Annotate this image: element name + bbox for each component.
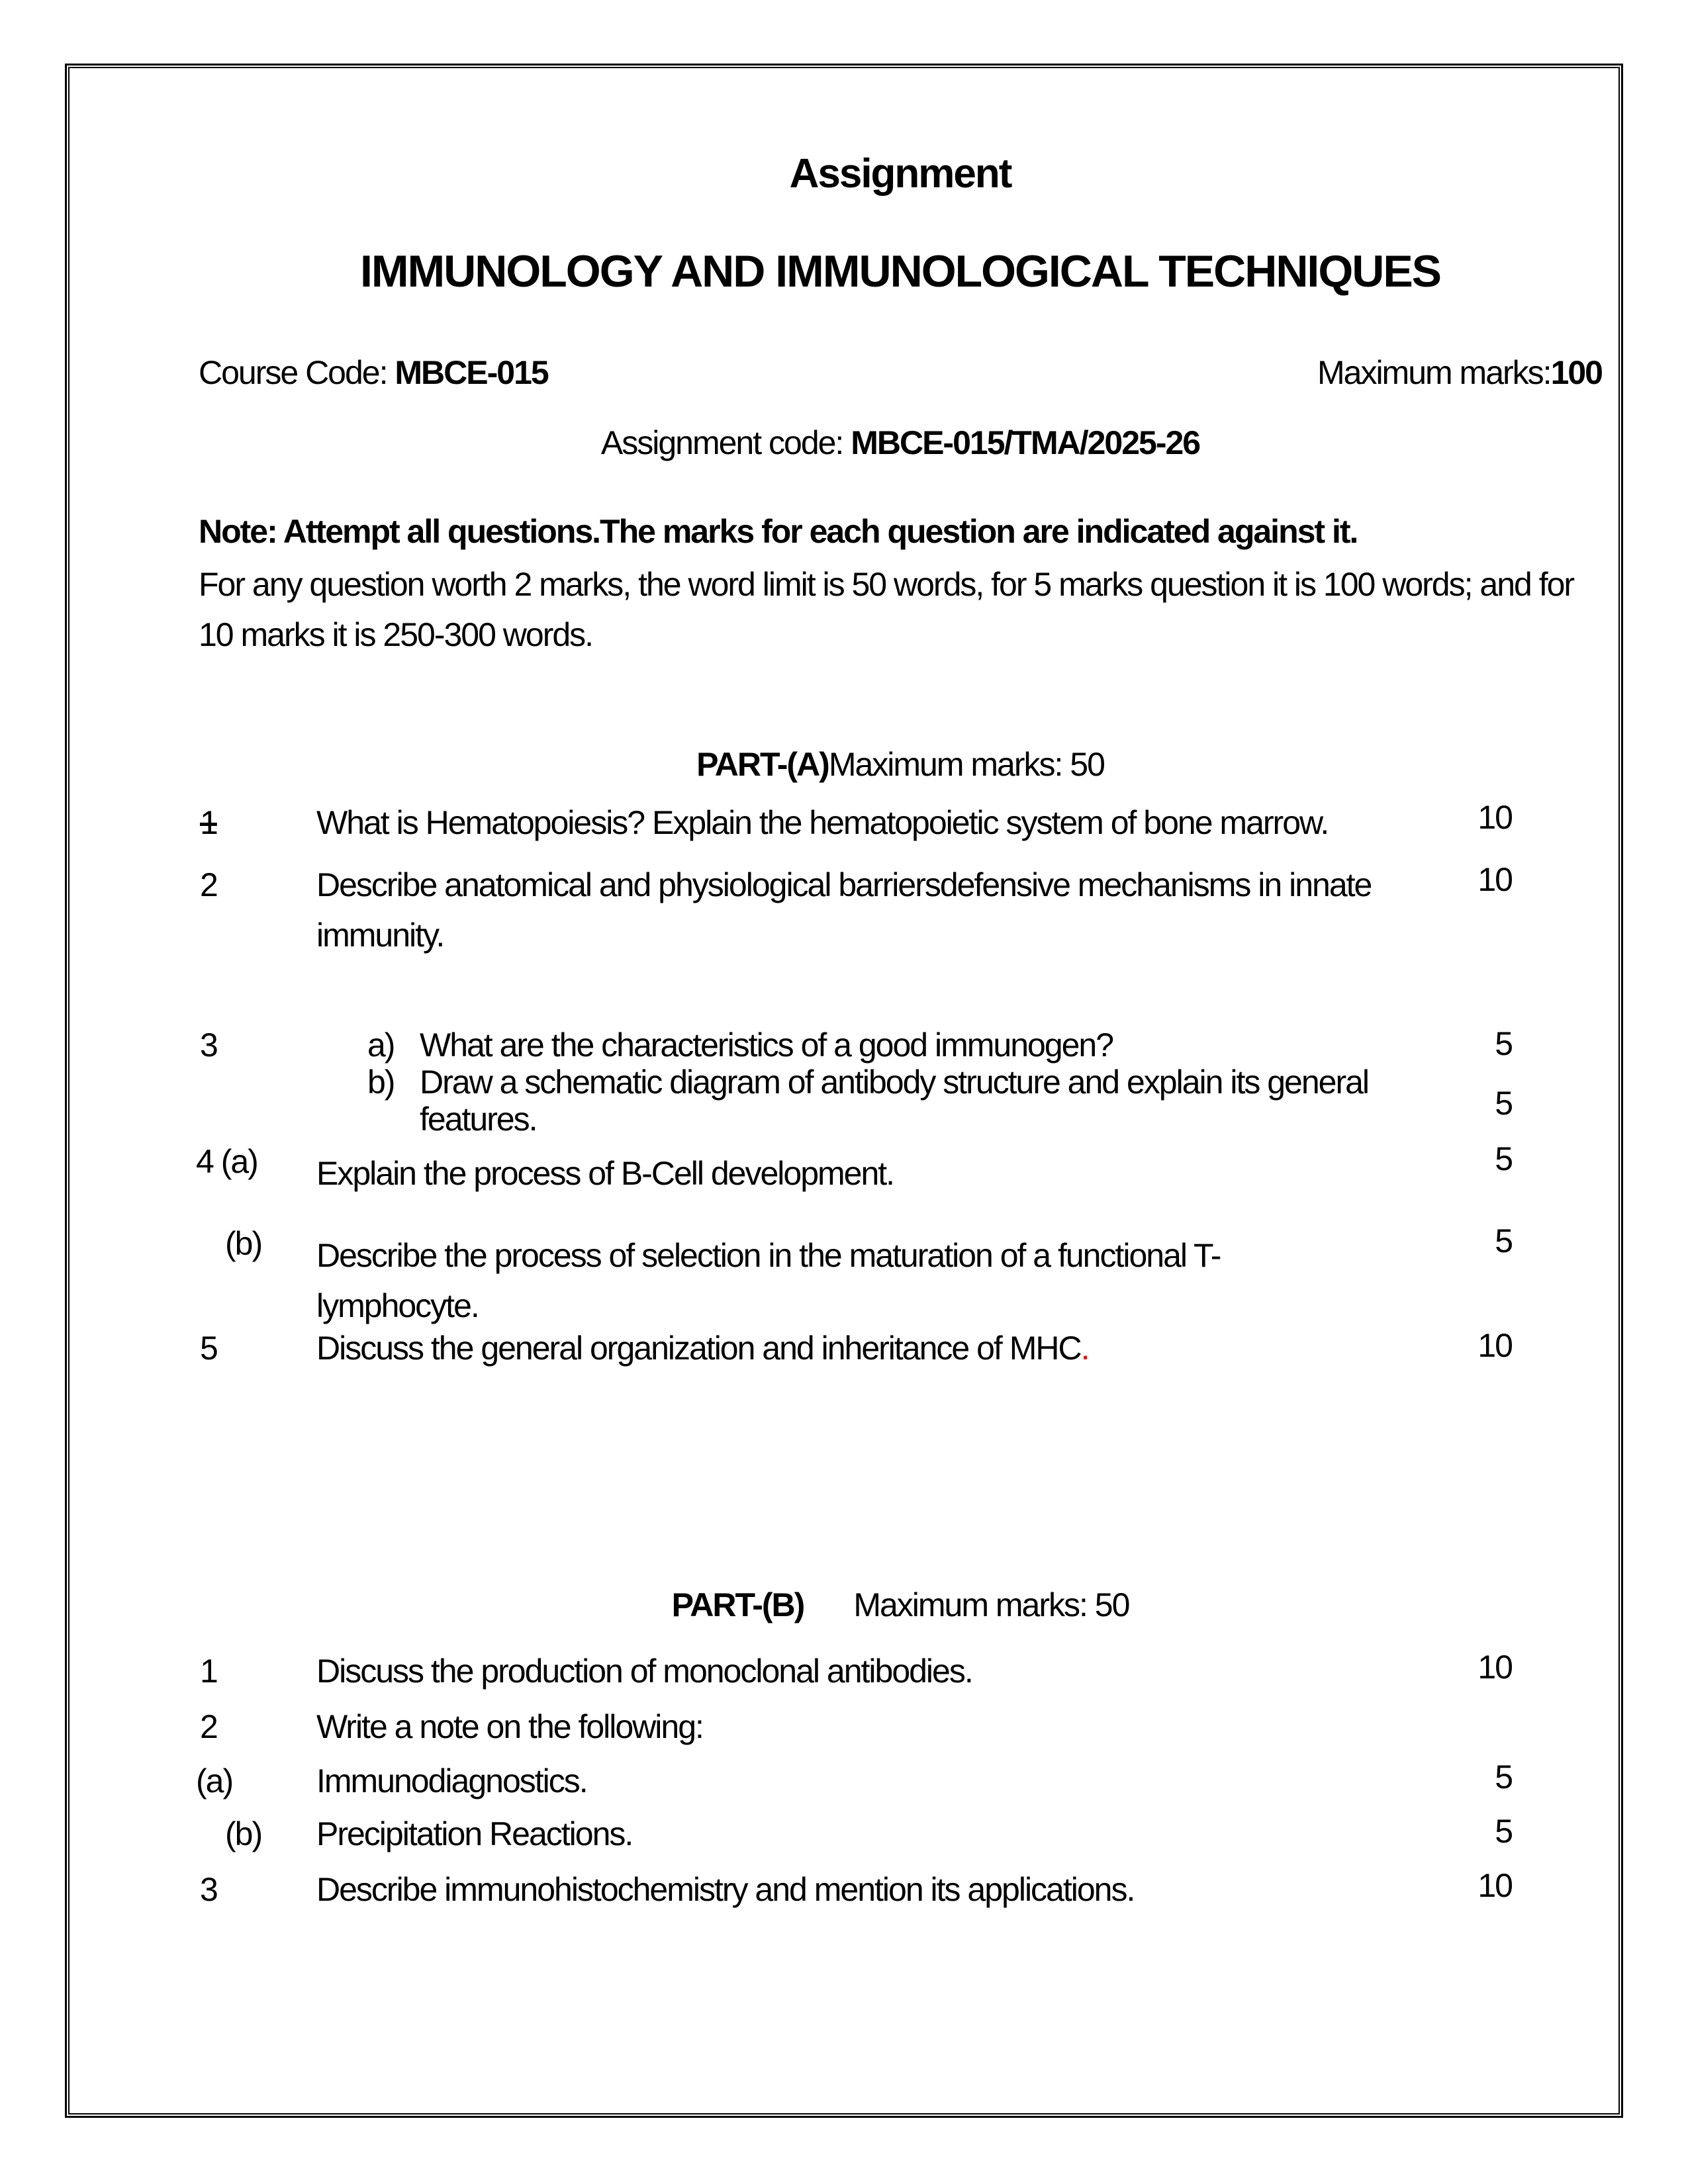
question-marks: 5 bbox=[1495, 1140, 1512, 1177]
question-marks: 5 bbox=[1495, 1222, 1512, 1259]
question-number: (a) bbox=[196, 1762, 233, 1799]
question-text: Write a note on the following: bbox=[316, 1708, 703, 1745]
note-detail-line2: 10 marks it is 250-300 words. bbox=[199, 616, 593, 653]
assignment-code-value: MBCE-015/TMA/2025-26 bbox=[851, 424, 1200, 461]
question-text: Discuss the production of monoclonal antibodies. bbox=[316, 1653, 972, 1690]
question-text: Describe immunohistochemistry and mention its applications. bbox=[316, 1871, 1135, 1908]
question-number: 1 bbox=[200, 1653, 217, 1690]
question-marks: 10 bbox=[1477, 861, 1512, 898]
course-title: IMMUNOLOGY AND IMMUNOLOGICAL TECHNIQUES bbox=[359, 246, 1441, 296]
question-number: (b) bbox=[225, 1815, 262, 1852]
question-number: 5 bbox=[200, 1330, 217, 1367]
question-marks: 5 bbox=[1495, 1025, 1512, 1062]
question-text bbox=[316, 1329, 1088, 1367]
part-b-max-marks: Maximum marks: 50 bbox=[853, 1586, 1129, 1623]
sub-question-letter: a) bbox=[367, 1026, 395, 1064]
question-number: 4 (a) bbox=[196, 1143, 258, 1180]
question-marks: 5 bbox=[1495, 1085, 1512, 1122]
question-marks: 10 bbox=[1477, 1327, 1512, 1364]
max-marks-label: Maximum marks: bbox=[1317, 354, 1551, 391]
question-number: (b) bbox=[225, 1225, 262, 1262]
question-marks: 5 bbox=[1495, 1758, 1512, 1796]
question-text: What is Hematopoiesis? Explain the hematopoietic system of bone marrow. bbox=[316, 804, 1329, 841]
question-marks: 10 bbox=[1477, 799, 1512, 836]
question-number: 1 bbox=[200, 804, 217, 841]
question-text: Describe the process of selection in the maturation of a functional T- bbox=[316, 1237, 1221, 1274]
sub-question-text: What are the characteristics of a good immunogen? bbox=[420, 1026, 1113, 1064]
question-marks: 5 bbox=[1495, 1813, 1512, 1850]
part-a-title: PART-(A) bbox=[696, 746, 829, 783]
question-text-main: Discuss the general organization and inheritance of MHC bbox=[316, 1330, 1081, 1367]
part-b-header bbox=[199, 1586, 1602, 1624]
max-marks-value: 100 bbox=[1550, 354, 1602, 391]
question-number: 2 bbox=[200, 866, 217, 903]
question-text: immunity. bbox=[316, 917, 444, 954]
question-number: 2 bbox=[200, 1708, 217, 1745]
sub-question-letter: b) bbox=[367, 1064, 395, 1101]
assignment-code-label: Assignment code: bbox=[600, 424, 851, 461]
part-a-max-marks: Maximum marks: 50 bbox=[828, 746, 1104, 783]
doc-title: Assignment bbox=[789, 151, 1011, 197]
part-a-header bbox=[199, 745, 1602, 784]
question-text: lymphocyte. bbox=[316, 1287, 479, 1324]
question-number: 3 bbox=[200, 1026, 217, 1064]
question-text: Describe anatomical and physiological barriersdefensive mechanisms in innate bbox=[316, 866, 1372, 903]
course-code-value: MBCE-015 bbox=[395, 354, 548, 391]
part-b-title: PART-(B) bbox=[671, 1586, 804, 1623]
question-number: 3 bbox=[200, 1871, 217, 1908]
note-detail-line1: For any question worth 2 marks, the word limit is 50 words, for 5 marks question it is 100 words; and for bbox=[199, 566, 1574, 603]
note-bold: Note: Attempt all questions.The marks for each question are indicated against it. bbox=[199, 513, 1358, 550]
question-text: Immunodiagnostics. bbox=[316, 1762, 587, 1799]
question-marks: 10 bbox=[1477, 1867, 1512, 1904]
question-text: Precipitation Reactions. bbox=[316, 1815, 633, 1852]
question-marks: 10 bbox=[1477, 1649, 1512, 1686]
question-text: Explain the process of B-Cell development. bbox=[316, 1155, 894, 1192]
assignment-code-line bbox=[199, 424, 1602, 462]
course-code-label: Course Code: bbox=[199, 354, 395, 391]
max-marks-line bbox=[199, 353, 1602, 392]
sub-question-text: features. bbox=[420, 1101, 537, 1138]
sub-question-text: Draw a schematic diagram of antibody structure and explain its general bbox=[420, 1064, 1369, 1101]
red-period: . bbox=[1080, 1330, 1089, 1367]
